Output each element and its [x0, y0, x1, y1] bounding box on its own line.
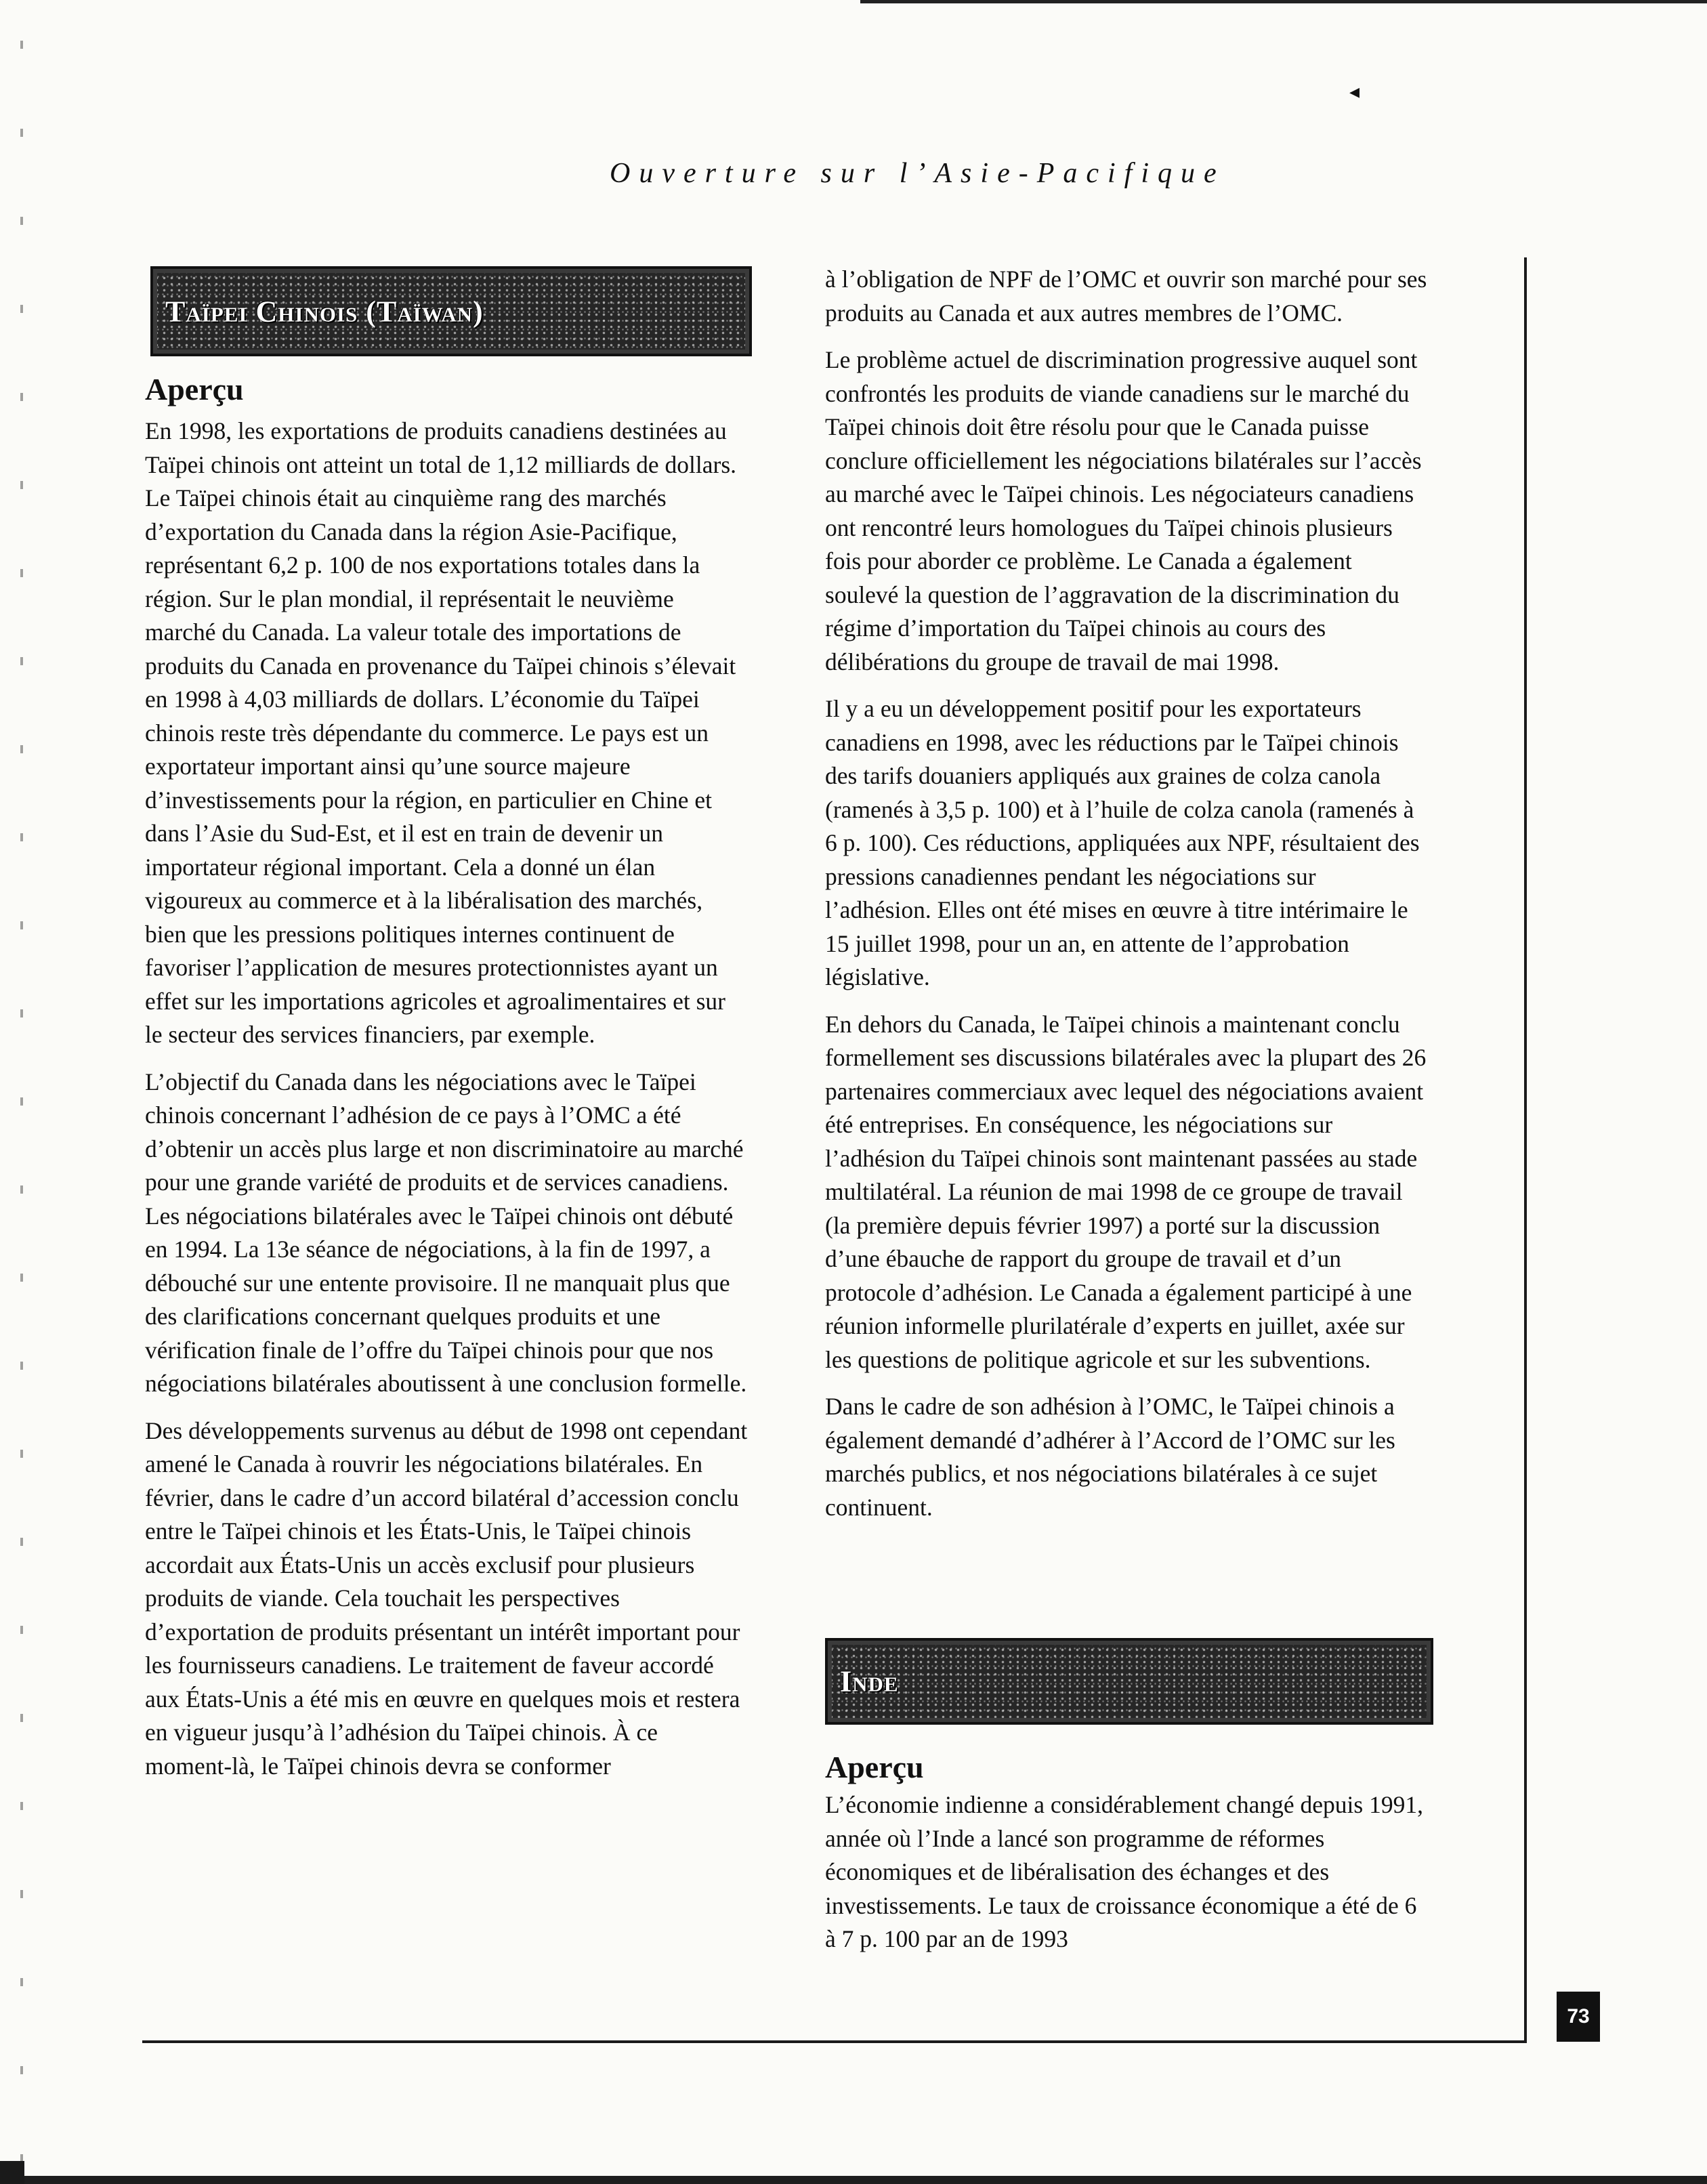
corner-arrow-icon: ◂ — [1349, 81, 1360, 103]
banner-label-inde: Inde — [840, 1664, 899, 1698]
paragraph: L’objectif du Canada dans les négociations avec le Taïpei chinois concernant l’adhésion de ce pays à l’OMC a été d’obtenir un accès plus large et non discriminatoire au marché pour une grande variété de produits et de services canadiens. Les négociations bilatérales avec le Taïpei chinois ont débuté en 1994. La 13e séance de négociations, à la fin de 1997, a débouché sur une entente provisoire. Il ne manquait plus que des clarifications concernant quelques produits et une vérification finale de l’offre du Taïpei chinois pour que nos négociations bilatérales aboutissent à une conclusion formelle. — [145, 1068, 747, 1397]
paragraph: Des développements survenus au début de 1998 ont cependant amené le Canada à rouvrir les négociations bilatérales. En février, dans le cadre d’un accord bilatéral d’accession conclu entre le Taïpei chinois et les États-Unis, le Taïpei chinois accordait aux États-Unis un accès exclusif pour plusieurs produits de viande. Cela touchait les perspectives d’exportation de produits présentant un intérêt important pour les fournisseurs canadiens. Le traitement de faveur accordé aux États-Unis a été mis en œuvre en quelques mois et restera en vigueur jusqu’à l’adhésion du Taïpei chinois. À ce moment-là, le Taïpei chinois devra se conformer — [145, 1416, 748, 1780]
paragraph: En dehors du Canada, le Taïpei chinois a maintenant conclu formellement ses discussions bilatérales avec la plupart des 26 partenaires commerciaux avec lequel des négociations avaient été entreprises. En conséquence, les négociations sur l’adhésion du Taïpei chinois sont maintenant passées au stade multilatéral. La réunion de mai 1998 de ce groupe de travail (la première depuis février 1997) a porté sur la discussion d’une ébauche de rapport du groupe de travail et d’un protocole d’adhésion. Le Canada a également participé à une réunion informelle plurilatérale d’experts en juillet, axée sur les questions de politique agricole et sur les subventions. — [825, 1010, 1427, 1373]
top-rule — [860, 0, 1707, 3]
paragraph: Il y a eu un développement positif pour les exportateurs canadiens en 1998, avec les réductions par le Taïpei chinois des tarifs douaniers appliqués aux graines de colza canola (ramenés à 3,5 p. 100) et à l’huile de colza canola (ramenés à 6 p. 100). Ces réductions, appliquées aux NPF, résultaient des pressions canadiennes pendant les négociations sur l’adhésion. Elles ont été mises en œuvre à titre intérimaire le 15 juillet 1998, pour un an, en attente de l’approbation législative. — [825, 695, 1420, 990]
left-column — [145, 415, 748, 1797]
paragraph: Dans le cadre de son adhésion à l’OMC, le Taïpei chinois a également demandé d’adhérer à l’Accord de l’OMC sur les marchés publics, et nos négociations bilatérales à ce sujet continuent. — [825, 1393, 1395, 1521]
page-number: 73 — [1557, 1992, 1600, 2042]
paragraph: Le problème actuel de discrimination progressive auquel sont confrontés les produits de viande canadiens sur le marché du Taïpei chinois doit être résolu pour que le Canada puisse conclure officiellement les négociations bilatérales sur l’accès au marché avec le Taïpei chinois. Les négociateurs canadiens ont rencontré leurs homologues du Taïpei chinois plusieurs fois pour aborder ce problème. Le Canada a également soulevé la question de l’aggravation de la discrimination du régime d’importation du Taïpei chinois au cours des délibérations du groupe de travail de mai 1998. — [825, 346, 1422, 675]
running-head: Ouverture sur l’Asie-Pacifique — [610, 158, 1225, 189]
paragraph: En 1998, les exportations de produits canadiens destinées au Taïpei chinois ont atteint un total de 1,12 milliards de dollars. Le Taïpei chinois était au cinquième rang des marchés d’exportation du Canada dans la région Asie-Pacifique, représentant 6,2 p. 100 de nos exportations totales dans la région. Sur le plan mondial, il représentait le neuvième marché du Canada. La valeur totale des importations de produits du Canada en provenance du Taïpei chinois s’élevait en 1998 à 4,03 milliards de dollars. L’économie du Taïpei chinois reste très dépendante du commerce. Le pays est un exportateur important ainsi qu’une source majeure d’investissements pour la région, en particulier en Chine et dans l’Asie du Sud-Est, et il est en train de devenir un importateur régional important. Cela a donné un élan vigoureux au commerce et à la libéralisation des marchés, bien que les pressions politiques internes continuent de favoriser l’application de mesures protectionnistes ayant un effet sur les importations agricoles et agroalimentaires et sur le secteur des services financiers, par exemple. — [145, 417, 737, 1048]
banner-label-taipei: Taïpei Chinois (Taïwan) — [165, 295, 484, 328]
right-column-top — [825, 263, 1428, 1538]
section-heading-apercu: Aperçu — [145, 372, 244, 406]
right-vertical-rule — [1524, 257, 1527, 2042]
scan-corner-mark — [0, 2161, 24, 2184]
paragraph: à l’obligation de NPF de l’OMC et ouvrir son marché pour ses produits au Canada et aux autres membres de l’OMC. — [825, 266, 1427, 327]
right-column-bottom — [825, 1788, 1428, 1970]
section-banner-inde — [825, 1638, 1433, 1725]
section-heading-apercu-inde: Aperçu — [825, 1750, 924, 1784]
scan-bottom-edge — [0, 2176, 1707, 2184]
bottom-horizontal-rule — [142, 2040, 1527, 2043]
paragraph: L’économie indienne a considérablement changé depuis 1991, année où l’Inde a lancé son programme de réformes économiques et de libéralisation des échanges et des investissements. Le taux de croissance économique a été de 6 à 7 p. 100 par an de 1993 — [825, 1791, 1423, 1952]
section-banner-taipei — [150, 266, 752, 356]
scan-edge-marks — [20, 0, 23, 2184]
